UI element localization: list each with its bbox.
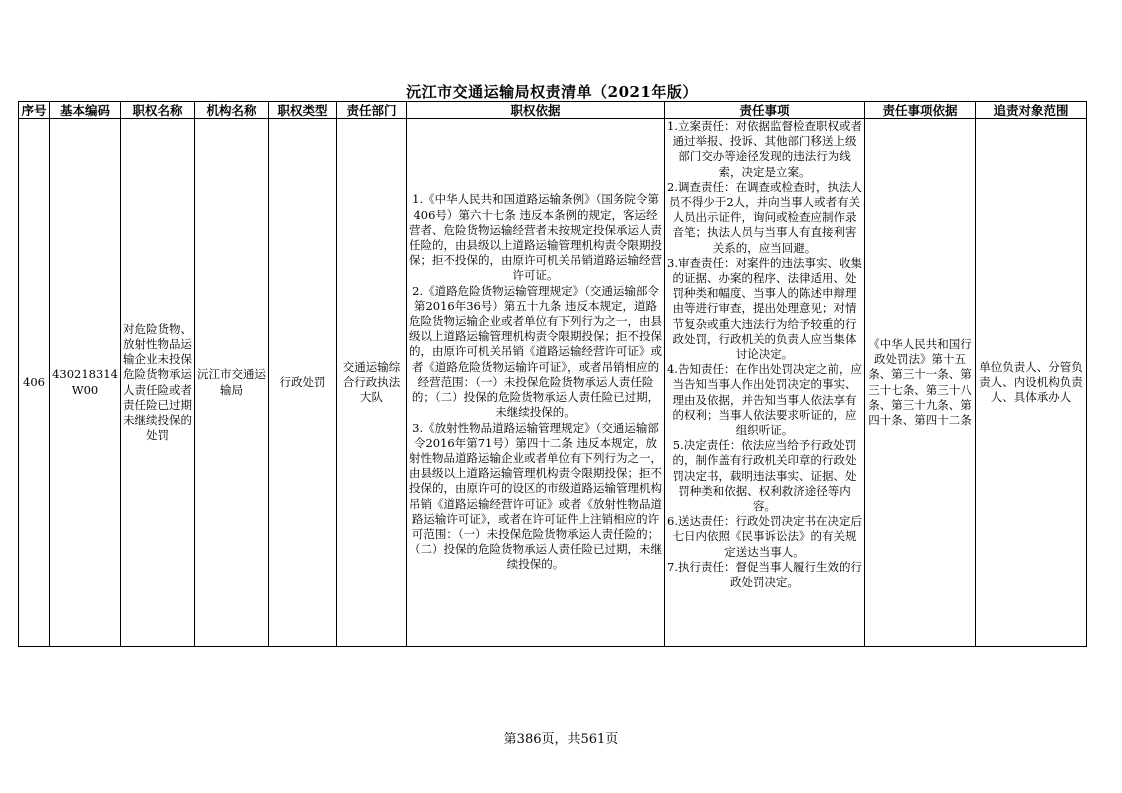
basis-item-3: 3.《放射性物品道路运输管理规定》（交通运输部令2016年第71号）第四十二条 违反本规定，放射性物品道路运输企业或者单位有下列行为之一，由县级以上道路运输管理机构责令限期投保；拒不投保的，由原许可的设区的市级道路运输管理机构吊销《道路运输经营许可证》或者《放射性物品道路运输许可证》，或者在许可证件上注销相应的许可范围：（一）未投保危险货物承运人责任险的；（二）投保的危险货物承运人责任险已过期，未继续投保的。: [409, 420, 662, 572]
page-title: 沅江市交通运输局权责清单（2021年版）: [406, 83, 698, 101]
cell-basis: [407, 119, 665, 647]
col-header-index: 序号: [19, 102, 50, 119]
duty-item-3: 3.审查责任：对案件的违法事实、收集的证据、办案的程序、法律适用、处罚种类和幅度、当事人的陈述申辩理由等进行审查，提出处理意见；对情节复杂或重大违法行为给予较重的行政处罚，行政机关的负责人应当集体讨论决定。: [667, 255, 862, 362]
duties-list: [667, 119, 862, 646]
duty-item-7: 7.执行责任：督促当事人履行生效的行政处罚决定。: [667, 559, 862, 590]
cell-code: 430218314W00: [50, 119, 121, 647]
duty-item-4: 4.告知责任：在作出处罚决定之前，应当告知当事人作出处罚决定的事实、理由及依据，并告知当事人依法享有的权利；当事人依法要求听证的，应组织听证。: [667, 362, 862, 438]
cell-org-name: 沅江市交通运输局: [195, 119, 269, 647]
col-header-duty-basis: 责任事项依据: [865, 102, 976, 119]
duty-item-1: 1.立案责任：对依据监督检查职权或者通过举报、投诉、其他部门移送上级部门交办等途径发现的违法行为线索，决定是立案。: [667, 119, 862, 179]
table-row: [19, 119, 1087, 647]
cell-power-type: 行政处罚: [269, 119, 337, 647]
col-header-basis: 职权依据: [407, 102, 665, 119]
cell-accountability: 单位负责人、分管负责人、内设机构负责人、具体承办人: [976, 119, 1087, 647]
duty-item-5: 5.决定责任：依法应当给予行政处罚的，制作盖有行政机关印章的行政处罚决定书，载明违法事实、证据、处罚种类和依据、权利救济途径等内容。: [672, 438, 857, 514]
responsibility-table: [18, 101, 1087, 647]
col-header-org-name: 机构名称: [195, 102, 269, 119]
cell-index: 406: [19, 119, 50, 647]
duty-item-2: 2.调查责任：在调查或检查时，执法人员不得少于2人，并向当事人或者有关人员出示证件，询问或检查应制作录音笔；执法人员与当事人有直接利害关系的，应当回避。: [667, 179, 862, 255]
basis-item-1: 1.《中华人民共和国道路运输条例》（国务院令第406号）第六十七条 违反本条例的规定，客运经营者、危险货物运输经营者未按规定投保承运人责任险的，由县级以上道路运输管理机构责令限期投保；拒不投保的，由原许可机关吊销道路运输经营许可证。: [409, 192, 662, 283]
page-footer: 第386页，共561页: [503, 732, 619, 747]
col-header-code: 基本编码: [50, 102, 121, 119]
table-header-row: [19, 102, 1087, 119]
duty-item-6: 6.送达责任：行政处罚决定书在决定后七日内依照《民事诉讼法》的有关规定送达当事人。: [667, 514, 862, 559]
col-header-power-type: 职权类型: [269, 102, 337, 119]
cell-duty-basis: 《中华人民共和国行政处罚法》第十五条、第三十一条、第三十七条、第三十八条、第三十九条、第四十条、第四十二条: [865, 119, 976, 647]
col-header-duties: 责任事项: [665, 102, 865, 119]
cell-power-name: 对危险货物、放射性物品运输企业未投保危险货物承运人责任险或者责任险已过期未继续投保的处罚: [121, 119, 195, 647]
col-header-accountability: 追责对象范围: [976, 102, 1087, 119]
col-header-power-name: 职权名称: [121, 102, 195, 119]
col-header-department: 责任部门: [337, 102, 407, 119]
cell-department: 交通运输综合行政执法大队: [337, 119, 407, 647]
basis-item-2: 2.《道路危险货物运输管理规定》（交通运输部令第2016年36号）第五十九条 违反本规定，道路危险货物运输企业或者单位有下列行为之一，由县级以上道路运输管理机构责令限期投保；拒不投保的，由原许可机关吊销《道路运输经营许可证》或者《道路危险货物运输许可证》，或者吊销相应的经营范围：（一）未投保危险货物承运人责任险的；（二）投保的危险货物承运人责任险已过期，未继续投保的。: [409, 283, 662, 420]
cell-duties: [665, 119, 865, 647]
